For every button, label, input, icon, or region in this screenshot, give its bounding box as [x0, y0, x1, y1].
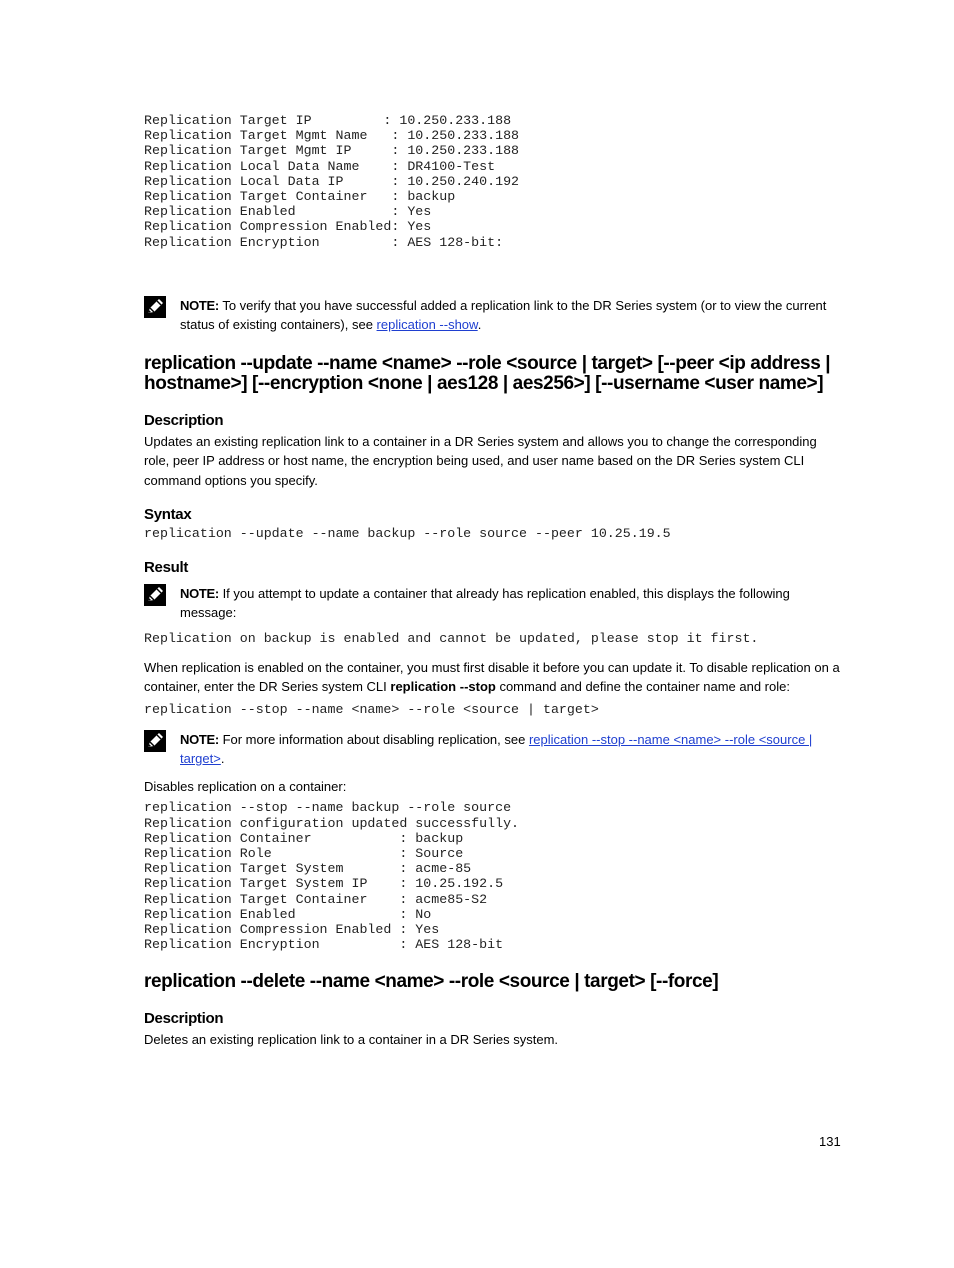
page-number: 131 — [819, 1134, 841, 1149]
pencil-note-icon — [144, 296, 166, 318]
disables-replication-text: Disables replication on a container: — [144, 778, 347, 794]
update-error-message: Replication on backup is enabled and cannot be updated, please stop it first. — [144, 630, 759, 646]
update-result-heading: Result — [144, 558, 189, 576]
note-verify-link: NOTE: To verify that you have successful added a replication link to the DR Series system (or to view the current status of existing containers), see replication --show. — [144, 296, 840, 334]
update-syntax-heading: Syntax — [144, 506, 192, 524]
delete-description-text: Deletes an existing replication link to a container in a DR Series system. — [144, 1032, 559, 1048]
replication-stop-link[interactable]: replication --stop --name <name> --role <source | target> — [180, 731, 813, 766]
pencil-note-icon — [144, 730, 166, 752]
stop-syntax-code: replication --stop --name <name> --role <source | target> — [144, 701, 599, 717]
replication-show-link[interactable]: replication --show — [376, 316, 478, 332]
update-description-heading: Description — [144, 411, 224, 429]
disable-first-paragraph: When replication is enabled on the container, you must first disable it before you can update it. To disable replication on a container, enter the DR Series system CLI replication --stop command and define the container name and role: — [144, 659, 840, 695]
update-description-text: Updates an existing replication link to a container in a DR Series system and allows you to change the corresponding role, peer IP address or host name, the encryption being used, and user name based on the DR Series system CLI command options you specify. — [144, 433, 817, 488]
delete-section-heading: replication --delete --name <name> --role <source | target> [--force] — [144, 971, 719, 993]
update-section-heading: replication --update --name <name> --role <source | target> [--peer <ip address | hostname>] [--encryption <none | aes128 | aes256>] [--username <user name>] — [144, 352, 831, 394]
note-disable-info: NOTE: For more information about disabling replication, see replication --stop --name <name> --role <source | target>. — [144, 730, 840, 768]
stop-output: replication --stop --name backup --role source Replication configuration updated successfully. Replication Container : backup Replication Role : Source Replication Target System : acme-85 Replication Target System IP : 10.25.192.5 Replication Target Container : acme85-S2 Replication Enabled : No Replication Compression Enabled : Yes Replication Encryption : AES 128-bit — [144, 800, 520, 953]
note-already-enabled: NOTE: If you attempt to update a container that already has replication enabled, this displays the following message: — [144, 584, 840, 622]
replication-show-output: Replication Target IP : 10.250.233.188 Replication Target Mgmt Name : 10.250.233.188 Replication Target Mgmt IP : 10.250.233.188 Replication Local Data Name : DR4100-Test Replication Local Data IP : 10.250.240.192 Replication Target Container : backup Replication Enabled : Yes Replication Compression Enabled: Yes Replication Encryption : AES 128-bit: — [144, 113, 520, 250]
page-content — [144, 113, 840, 1050]
update-syntax-code: replication --update --name backup --role source --peer 10.25.19.5 — [144, 526, 671, 542]
delete-description-heading: Description — [144, 1010, 224, 1028]
stop-command-inline: replication --stop — [390, 679, 496, 695]
pencil-note-icon — [144, 584, 166, 606]
